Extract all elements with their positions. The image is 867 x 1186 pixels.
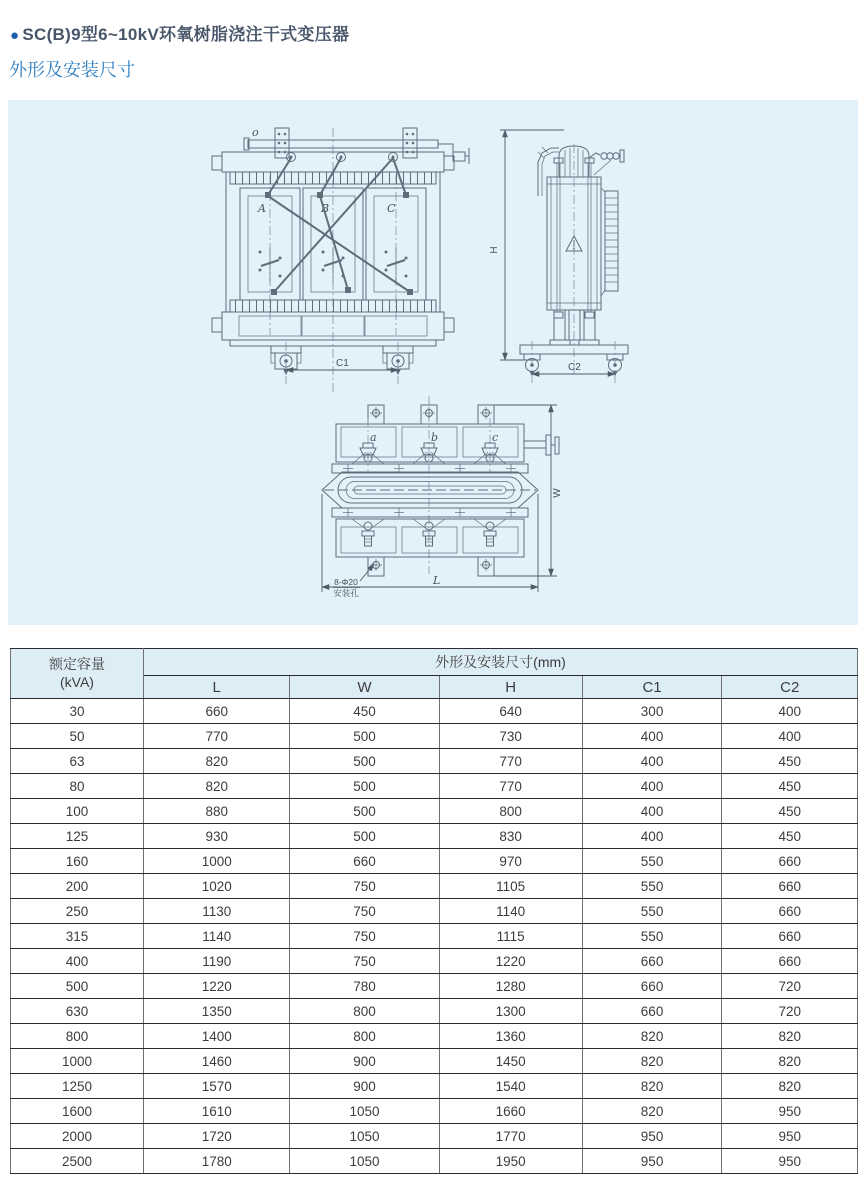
dim-cell: 950 xyxy=(722,1099,858,1124)
transformer-drawing xyxy=(8,100,858,625)
kva-cell: 30 xyxy=(11,699,144,724)
dim-cell: 720 xyxy=(722,974,858,999)
dim-cell: 400 xyxy=(722,724,858,749)
note-hole-text: 安装孔 xyxy=(333,588,359,598)
side-wheel-right xyxy=(607,341,623,383)
dim-cell: 300 xyxy=(582,699,722,724)
dim-w-label: W xyxy=(552,488,563,498)
dim-cell: 660 xyxy=(722,874,858,899)
table-row xyxy=(11,1074,858,1099)
dim-cell: 550 xyxy=(582,874,722,899)
col-header-c1: C1 xyxy=(582,676,722,699)
product-title-text: SC(B)9型6~10kV环氧树脂浇注干式变压器 xyxy=(22,25,350,44)
phase-c-label: C xyxy=(387,202,396,215)
table-row xyxy=(11,849,858,874)
dim-cell: 820 xyxy=(582,1024,722,1049)
table-row xyxy=(11,799,858,824)
dim-cell: 1105 xyxy=(439,874,582,899)
dim-cell: 730 xyxy=(439,724,582,749)
dim-cell: 1220 xyxy=(143,974,290,999)
dim-cell: 1570 xyxy=(143,1074,290,1099)
dim-cell: 1360 xyxy=(439,1024,582,1049)
dim-cell: 950 xyxy=(582,1149,722,1174)
dim-cell: 500 xyxy=(290,749,439,774)
dim-cell: 500 xyxy=(290,824,439,849)
dims-group-header: 外形及安装尺寸(mm) xyxy=(143,649,857,676)
dim-c1-label: C1 xyxy=(336,358,349,369)
dim-cell: 500 xyxy=(290,799,439,824)
dim-cell: 780 xyxy=(290,974,439,999)
phase-b-label: B xyxy=(321,202,330,215)
kva-cell: 1250 xyxy=(11,1074,144,1099)
dim-h-label: H xyxy=(489,246,500,254)
dim-cell: 820 xyxy=(143,774,290,799)
kva-cell: 315 xyxy=(11,924,144,949)
dim-cell: 1780 xyxy=(143,1149,290,1174)
dim-cell: 640 xyxy=(439,699,582,724)
dim-cell: 750 xyxy=(290,899,439,924)
table-row xyxy=(11,924,858,949)
dim-cell: 1610 xyxy=(143,1099,290,1124)
table-row xyxy=(11,774,858,799)
warning-triangle-icon xyxy=(566,236,582,251)
dim-cell: 1115 xyxy=(439,924,582,949)
front-wheel-left xyxy=(271,342,301,384)
table-row xyxy=(11,1024,858,1049)
dim-cell: 800 xyxy=(290,999,439,1024)
bushing-c-label: c xyxy=(492,431,499,444)
capacity-header-line1: 额定容量 xyxy=(48,656,105,672)
col-header-h: H xyxy=(439,676,582,699)
dim-cell: 660 xyxy=(722,949,858,974)
table-row xyxy=(11,949,858,974)
dim-cell: 500 xyxy=(290,724,439,749)
dim-cell: 820 xyxy=(722,1024,858,1049)
dim-cell: 1770 xyxy=(439,1124,582,1149)
dim-cell: 660 xyxy=(722,899,858,924)
kva-cell: 250 xyxy=(11,899,144,924)
dim-cell: 950 xyxy=(722,1124,858,1149)
col-header-l: L xyxy=(143,676,290,699)
dim-cell: 450 xyxy=(722,749,858,774)
dim-cell: 400 xyxy=(582,799,722,824)
dim-cell: 1660 xyxy=(439,1099,582,1124)
top-view xyxy=(322,396,563,598)
dim-cell: 900 xyxy=(290,1049,439,1074)
side-wheel-left xyxy=(524,341,540,383)
dim-cell: 1000 xyxy=(143,849,290,874)
dim-cell: 1050 xyxy=(290,1124,439,1149)
dim-cell: 750 xyxy=(290,924,439,949)
table-row xyxy=(11,749,858,774)
side-view xyxy=(489,130,628,383)
table-row xyxy=(11,1124,858,1149)
kva-cell: 2000 xyxy=(11,1124,144,1149)
dim-c2-label: C2 xyxy=(568,362,581,373)
dim-cell: 1130 xyxy=(143,899,290,924)
dim-cell: 660 xyxy=(722,849,858,874)
kva-cell: 2500 xyxy=(11,1149,144,1174)
dim-cell: 1540 xyxy=(439,1074,582,1099)
dim-cell: 750 xyxy=(290,874,439,899)
header-row-1 xyxy=(11,649,858,676)
note-hole-spec: 8-Φ20 xyxy=(334,577,358,587)
dim-cell: 820 xyxy=(722,1049,858,1074)
dim-cell: 660 xyxy=(582,999,722,1024)
table-row xyxy=(11,999,858,1024)
table-row xyxy=(11,724,858,749)
dim-cell: 400 xyxy=(582,749,722,774)
kva-cell: 80 xyxy=(11,774,144,799)
col-header-w: W xyxy=(290,676,439,699)
kva-cell: 400 xyxy=(11,949,144,974)
dim-cell: 800 xyxy=(290,1024,439,1049)
dim-cell: 770 xyxy=(439,749,582,774)
dim-cell: 1140 xyxy=(143,924,290,949)
table-row xyxy=(11,974,858,999)
table-row xyxy=(11,874,858,899)
dim-cell: 1280 xyxy=(439,974,582,999)
table-row xyxy=(11,824,858,849)
phase-a-label: A xyxy=(258,202,266,215)
dim-cell: 400 xyxy=(722,699,858,724)
dim-cell: 1050 xyxy=(290,1099,439,1124)
col-header-c2: C2 xyxy=(722,676,858,699)
dim-cell: 750 xyxy=(290,949,439,974)
bullet-icon: ● xyxy=(10,27,20,44)
dim-cell: 970 xyxy=(439,849,582,874)
dim-cell: 950 xyxy=(582,1124,722,1149)
dim-cell: 820 xyxy=(582,1099,722,1124)
dim-cell: 1020 xyxy=(143,874,290,899)
kva-cell: 125 xyxy=(11,824,144,849)
dim-cell: 660 xyxy=(582,974,722,999)
dim-cell: 450 xyxy=(290,699,439,724)
dim-cell: 1720 xyxy=(143,1124,290,1149)
table-row xyxy=(11,699,858,724)
dim-cell: 1350 xyxy=(143,999,290,1024)
dim-cell: 1400 xyxy=(143,1024,290,1049)
dim-cell: 1220 xyxy=(439,949,582,974)
dim-cell: 800 xyxy=(439,799,582,824)
front-view xyxy=(212,126,469,392)
dim-cell: 950 xyxy=(722,1149,858,1174)
dim-cell: 660 xyxy=(582,949,722,974)
dim-cell: 1300 xyxy=(439,999,582,1024)
dim-l-label: L xyxy=(433,574,441,587)
dim-cell: 400 xyxy=(582,824,722,849)
dim-cell: 550 xyxy=(582,924,722,949)
dim-cell: 720 xyxy=(722,999,858,1024)
kva-cell: 160 xyxy=(11,849,144,874)
dim-cell: 820 xyxy=(582,1049,722,1074)
page-title xyxy=(10,20,349,45)
bushing-a-label: a xyxy=(370,431,377,444)
dim-cell: 820 xyxy=(143,749,290,774)
dim-cell: 900 xyxy=(290,1074,439,1099)
dim-cell: 1190 xyxy=(143,949,290,974)
dim-cell: 660 xyxy=(722,924,858,949)
dim-cell: 1050 xyxy=(290,1149,439,1174)
dimensions-table xyxy=(10,648,858,1174)
kva-cell: 500 xyxy=(11,974,144,999)
dim-cell: 820 xyxy=(722,1074,858,1099)
dim-cell: 830 xyxy=(439,824,582,849)
table-row xyxy=(11,1149,858,1174)
dim-cell: 660 xyxy=(290,849,439,874)
kva-cell: 50 xyxy=(11,724,144,749)
dim-cell: 450 xyxy=(722,824,858,849)
mounting-pad xyxy=(368,557,494,576)
dim-cell: 450 xyxy=(722,774,858,799)
dim-cell: 660 xyxy=(143,699,290,724)
kva-cell: 200 xyxy=(11,874,144,899)
drawing-panel xyxy=(8,100,858,625)
dim-cell: 500 xyxy=(290,774,439,799)
kva-cell: 63 xyxy=(11,749,144,774)
front-wheel-right xyxy=(383,342,413,384)
table-row xyxy=(11,1099,858,1124)
dim-cell: 400 xyxy=(582,724,722,749)
capacity-header xyxy=(11,649,144,699)
bushing-b-label: b xyxy=(431,431,439,444)
kva-cell: 800 xyxy=(11,1024,144,1049)
dim-cell: 1460 xyxy=(143,1049,290,1074)
table-row xyxy=(11,1049,858,1074)
dim-cell: 770 xyxy=(439,774,582,799)
mounting-pad xyxy=(368,405,494,424)
dim-cell: 770 xyxy=(143,724,290,749)
front-hole-label: o xyxy=(252,126,259,139)
kva-cell: 630 xyxy=(11,999,144,1024)
dim-cell: 1140 xyxy=(439,899,582,924)
kva-cell: 1000 xyxy=(11,1049,144,1074)
dimensions-table-wrap xyxy=(10,648,858,1174)
dim-cell: 550 xyxy=(582,849,722,874)
dim-cell: 930 xyxy=(143,824,290,849)
dim-cell: 1450 xyxy=(439,1049,582,1074)
dim-cell: 820 xyxy=(582,1074,722,1099)
table-body xyxy=(11,699,858,1174)
kva-cell: 100 xyxy=(11,799,144,824)
dim-cell: 450 xyxy=(722,799,858,824)
dim-cell: 1950 xyxy=(439,1149,582,1174)
table-row xyxy=(11,899,858,924)
dim-cell: 550 xyxy=(582,899,722,924)
section-title: 外形及安装尺寸 xyxy=(9,60,135,80)
dim-cell: 400 xyxy=(582,774,722,799)
capacity-header-line2: (kVA) xyxy=(60,673,94,690)
dim-cell: 880 xyxy=(143,799,290,824)
kva-cell: 1600 xyxy=(11,1099,144,1124)
